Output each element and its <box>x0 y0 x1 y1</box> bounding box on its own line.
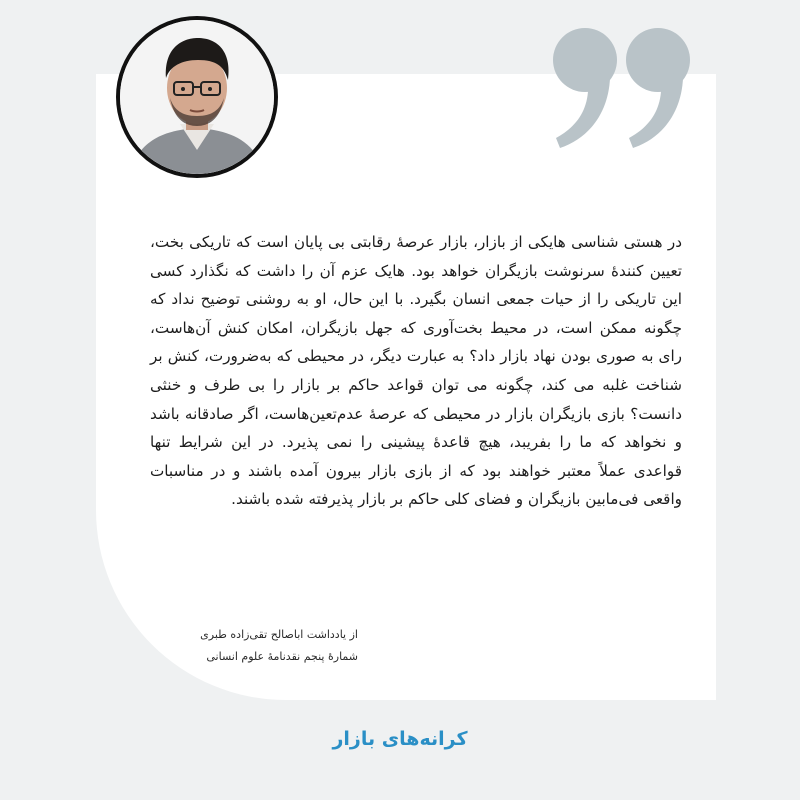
author-avatar <box>116 16 278 178</box>
source-publication-line: شمارهٔ پنجم نقدنامهٔ علوم انسانی <box>206 650 358 663</box>
quote-body-text: در هستی شناسی هایکی از بازار، بازار عرصهٔ رقابتی بی پایان است که تاریکی بخت، تعیین کنندهٔ سرنوشت بازیگران خواهد بود. هایک عزم آن را داشت که نگذارد کسی این تاریکی را از حیات جمعی انسان بگیرد. با این حال، او به روشنی توضیح نداد که چگونه ممکن است، در محیط بخت‌آوری که جهل بازیگران، امکان کنش آن‌هاست، رای به صوری بودن نهاد بازار داد؟ به عبارت دیگر، در محیطی که به‌ضرورت، کنش بر شناخت غلبه می کند، چگونه می توان قواعد حاکم بر بازار را بی طرف و خنثی دانست؟ بازی بازیگران بازار در محیطی که عرصهٔ عدم‌تعین‌هاست، اگر صادقانه باشد و نخواهد که ما را بفریبد، هیچ قاعدهٔ پیشینی را نمی پذیرد. در این شرایط تنها قواعدی عملاً معتبر خواهند بود که از بازی بازار بیرون آمده باشند و در مناسبات واقعی فی‌مابین بازیگران و فضای کلی حاکم بر بازار پذیرفته شده باشند. <box>150 233 682 509</box>
author-portrait-image <box>120 20 274 174</box>
quote-source <box>150 624 358 668</box>
source-author-line: از یادداشت اباصالح تقی‌زاده طبری <box>200 628 358 641</box>
closing-quotation-mark-icon <box>540 10 700 170</box>
series-title: کرانه‌های بازار <box>332 728 468 750</box>
